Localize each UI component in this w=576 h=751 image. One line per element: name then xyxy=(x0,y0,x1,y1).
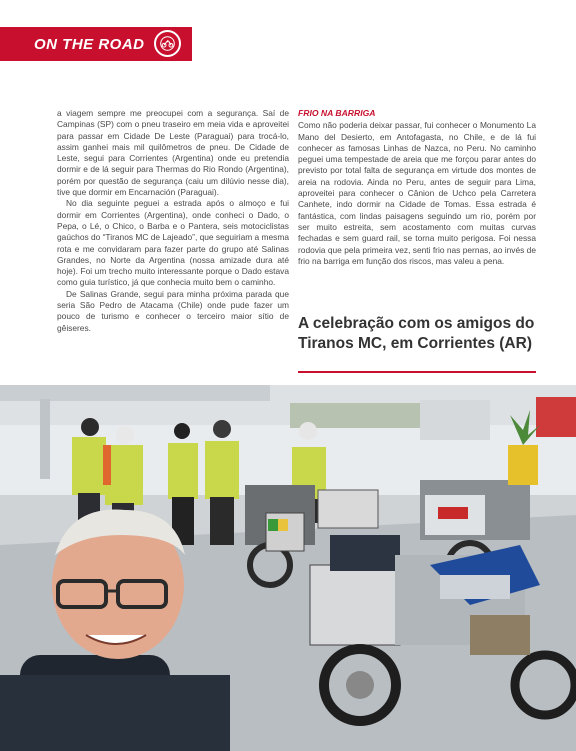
article-left-column xyxy=(57,108,289,334)
motorcycle-emblem-icon xyxy=(154,30,181,57)
pull-quote: A celebração com os amigos do Tiranos MC, em Corrientes (AR) xyxy=(298,315,535,352)
section-title: ON THE ROAD xyxy=(34,36,145,53)
pull-quote-divider xyxy=(298,371,536,373)
article-paragraph: Como não poderia deixar passar, fui conhecer o Monumento La Mano del Desierto, em Antofagasta, no Chile, e de lá fui conhecer as famosas Linhas de Nazca, no Peru. No caminho peguei uma tempestade de areia que me forçou parar antes do previsto por total falta de segurança em virtude dos montes de areia na rodovia. Ainda no Peru, antes de seguir para Lima, aproveitei para conhecer o Cânion de Uchco pela Carretera Canhete, indo dormir na Cidade de Tomas. Essa estrada é fantástica, com lindas paisagens seguindo um rio, porém por ser muito estreita, sem acostamento com muitas curvas fechadas e sem guard rail, se torna muito perigosa. Foi nessa rodovia que pela primeira vez, senti frio nas pernas, ao invés de frio na barriga em função dos riscos, mas valeu a pena. xyxy=(298,120,536,266)
article-right-column xyxy=(298,108,536,267)
article-paragraph: No dia seguinte peguei a estrada após o almoço e fui dormir em Corrientes (Argentina), onde conheci o Dado, o Pepa, o Lé, o Chico, o Barba e o Pantera, seis motociclistas gaúchos do “Tiranos MC de Lajeado”, que seguiriam a mesma rota e me convidaram para fazer parte do grupo até Salinas Grandes, no Norte da Argentina (nossa amizade dura até hoje). Foi um trecho muito interessante porque o Dado estava como guia turístico, já que conhecia muito bem o caminho. xyxy=(57,198,289,288)
article-paragraph: a viagem sempre me preocupei com a segurança. Saí de Campinas (SP) com o pneu traseiro em meia vida e aproveitei para passar em Cidade De Leste (Paraguai) para trocá-lo, assim ganhei mais mil quilômetros de pneu. De Cidade de Leste, segui para Corrientes (Argentina) onde eu pretendia dormir e de lá seguir para Thermas do Rio Rondo (Argentina), porém por questão de segurança (caiu um dilúvio nesse dia), tive que dormir em Encarnación (Paraguai). xyxy=(57,108,289,198)
group-selfie-photo xyxy=(0,385,576,751)
subheading: FRIO NA BARRIGA xyxy=(298,108,376,118)
article-paragraph: De Salinas Grande, segui para minha próxima parada que seria São Pedro de Atacama (Chile) onde pude fazer um pouco de turismo e conhecer o terceiro maior sítio de gêiseres. xyxy=(57,288,289,333)
